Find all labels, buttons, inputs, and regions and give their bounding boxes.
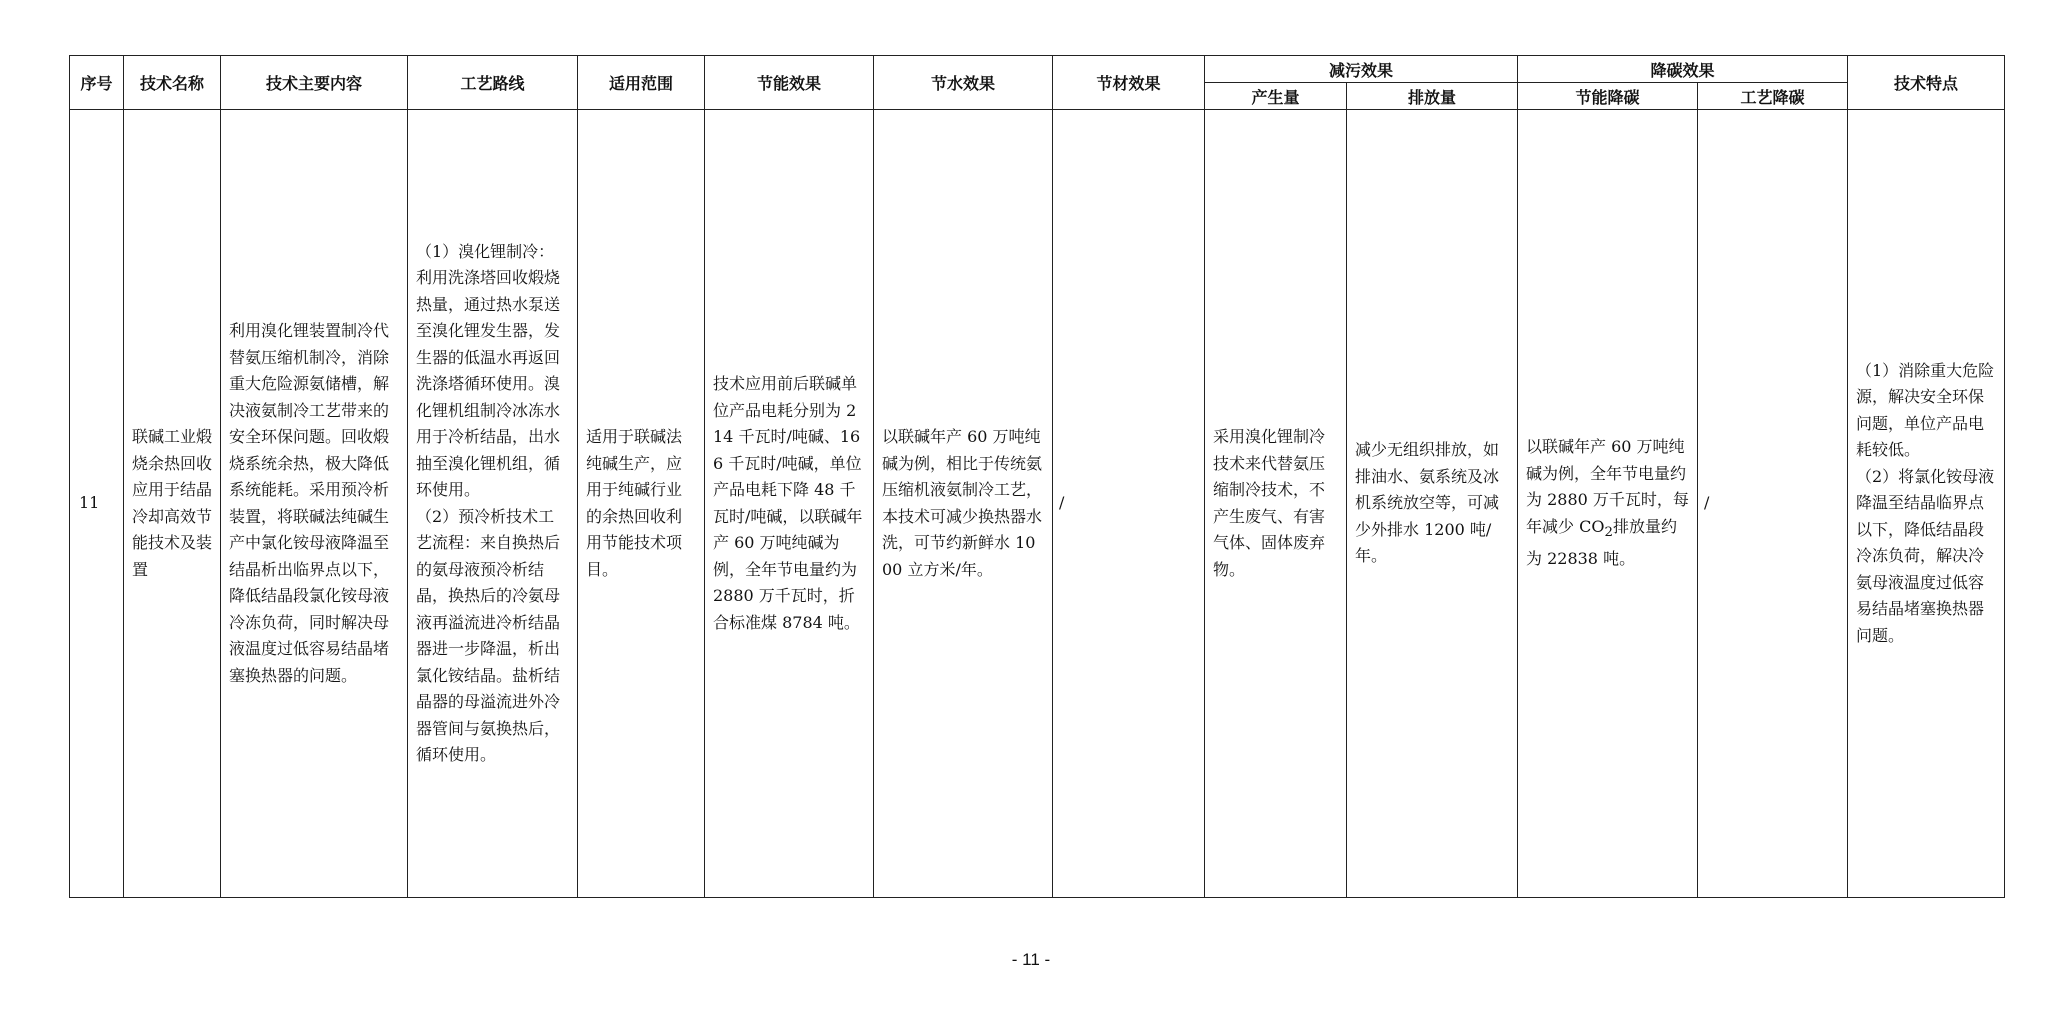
carbon-energy-text-before: 以联碱年产 60 万吨纯碱为例，全年节电量约为 2880 万千瓦时，每年减少 CO (1526, 437, 1689, 536)
cell-seq: 11 (70, 110, 124, 898)
header-seq: 序号 (70, 56, 124, 110)
technology-table (69, 55, 2005, 898)
cell-pollution-generated: 采用溴化锂制冷技术来代替氨压缩制冷技术，不产生废气、有害气体、固体废弃物。 (1205, 110, 1347, 898)
header-scope: 适用范围 (578, 56, 705, 110)
header-carbon-group: 降碳效果 (1518, 56, 1848, 83)
cell-carbon-energy (1518, 110, 1698, 898)
cell-main-content: 利用溴化锂装置制冷代替氨压缩机制冷，消除重大危险源氨储槽，解决液氨制冷工艺带来的安全环保问题。回收煅烧系统余热，极大降低系统能耗。采用预冷析装置，将联碱法纯碱生产中氯化铵母液降温至结晶析出临界点以下，降低结晶段氯化铵母液冷冻负荷，同时解决母液温度过低容易结晶堵塞换热器的问题。 (221, 110, 408, 898)
cell-scope: 适用于联碱法纯碱生产，应用于纯碱行业的余热回收利用节能技术项目。 (578, 110, 705, 898)
page-number: - 11 - (1011, 950, 1051, 969)
header-pollution-emission: 排放量 (1347, 83, 1518, 110)
carbon-energy-text-after: 排放量约为 22838 吨。 (1526, 516, 1677, 569)
header-pollution-group: 减污效果 (1205, 56, 1518, 83)
header-tech-name: 技术名称 (124, 56, 221, 110)
co2-subscript: 2 (1604, 524, 1613, 540)
header-process-route: 工艺路线 (408, 56, 578, 110)
header-energy-effect: 节能效果 (705, 56, 874, 110)
header-features: 技术特点 (1848, 56, 2005, 110)
header-material-effect: 节材效果 (1053, 56, 1205, 110)
cell-material-effect: / (1053, 110, 1205, 898)
cell-process-route: （1）溴化锂制冷：利用洗涤塔回收煅烧热量，通过热水泵送至溴化锂发生器，发生器的低温水再返回洗涤塔循环使用。溴化锂机组制冷冰冻水用于冷析结晶，出水抽至溴化锂机组，循环使用。 （2）预冷析技术工艺流程：来自换热后的氨母液预冷析结晶，换热后的冷氨母液再溢流进冷析结晶器进一步降温，析出氯化铵结晶。盐析结晶器的母溢流进外冷器管间与氨换热后，循环使用。 (408, 110, 578, 898)
cell-pollution-emission: 减少无组织排放，如排油水、氨系统及冰机系统放空等，可减少外排水 1200 吨/年。 (1347, 110, 1518, 898)
header-main-content: 技术主要内容 (221, 56, 408, 110)
header-carbon-process: 工艺降碳 (1698, 83, 1848, 110)
header-pollution-generated: 产生量 (1205, 83, 1347, 110)
cell-features: （1）消除重大危险源，解决安全环保问题，单位产品电耗较低。 （2）将氯化铵母液降温至结晶临界点以下，降低结晶段冷冻负荷，解决冷氨母液温度过低容易结晶堵塞换热器问题。 (1848, 110, 2005, 898)
table-row (70, 110, 2005, 898)
cell-energy-effect: 技术应用前后联碱单位产品电耗分别为 214 千瓦时/吨碱、166 千瓦时/吨碱，单位产品电耗下降 48 千瓦时/吨碱，以联碱年产 60 万吨纯碱为例，全年节电量约为 2880 万千瓦时，折合标准煤 8784 吨。 (705, 110, 874, 898)
cell-carbon-process: / (1698, 110, 1848, 898)
header-carbon-energy: 节能降碳 (1518, 83, 1698, 110)
header-water-effect: 节水效果 (874, 56, 1053, 110)
cell-tech-name: 联碱工业煅烧余热回收应用于结晶冷却高效节能技术及装置 (124, 110, 221, 898)
cell-water-effect: 以联碱年产 60 万吨纯碱为例，相比于传统氨压缩机液氨制冷工艺，本技术可减少换热器水洗，可节约新鲜水 1000 立方米/年。 (874, 110, 1053, 898)
